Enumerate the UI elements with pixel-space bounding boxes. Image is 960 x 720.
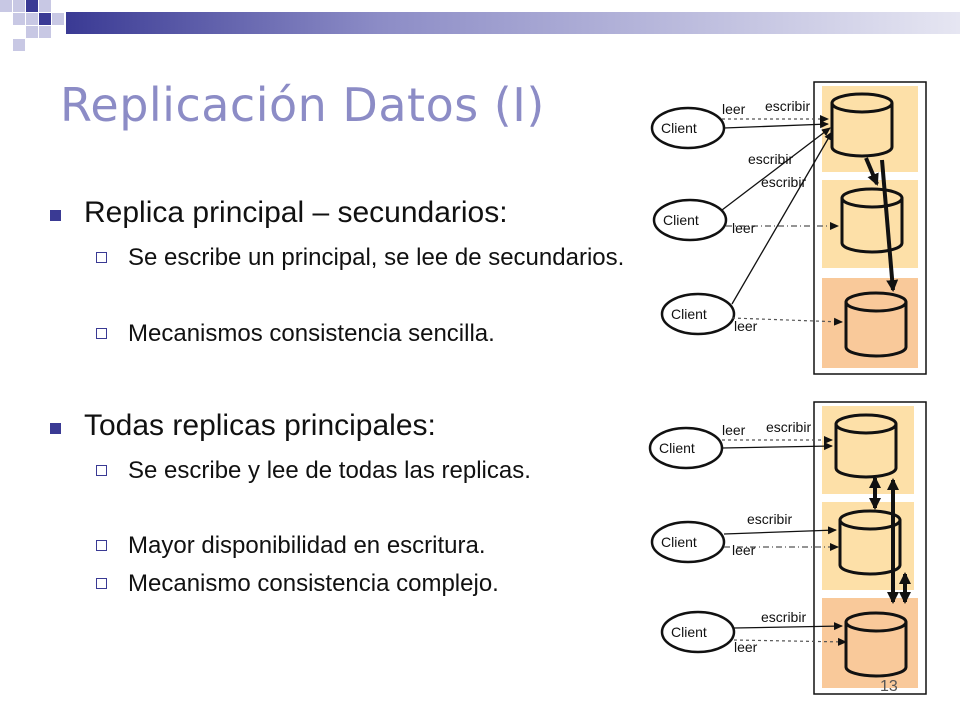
read-label: leer	[732, 220, 756, 236]
database-icon	[836, 415, 896, 477]
database-icon	[846, 293, 906, 356]
write-label: escribir	[761, 609, 807, 625]
read-label: leer	[722, 422, 746, 438]
write-label: escribir	[765, 98, 811, 114]
page-number: 13	[880, 678, 898, 695]
read-label: leer	[734, 639, 758, 655]
write-arrow	[724, 530, 836, 534]
read-label: leer	[732, 542, 756, 558]
write-label: escribir	[766, 419, 812, 435]
client-label: Client	[671, 624, 707, 640]
database-icon	[832, 94, 892, 156]
client-label: Client	[663, 212, 699, 228]
write-arrow	[724, 124, 828, 128]
write-label: escribir	[761, 174, 807, 190]
read-label: leer	[722, 101, 746, 117]
read-label: leer	[734, 318, 758, 334]
database-icon	[846, 613, 906, 676]
write-label: escribir	[747, 511, 793, 527]
client-label: Client	[671, 306, 707, 322]
client-label: Client	[661, 534, 697, 550]
primary-secondary-diagram	[652, 82, 926, 374]
client-label: Client	[661, 120, 697, 136]
write-label: escribir	[748, 151, 794, 167]
multi-primary-diagram	[650, 402, 926, 694]
slide-title: Replicación Datos (I)	[60, 78, 545, 132]
client-label: Client	[659, 440, 695, 456]
database-icon	[842, 189, 902, 252]
write-arrow	[722, 446, 832, 448]
